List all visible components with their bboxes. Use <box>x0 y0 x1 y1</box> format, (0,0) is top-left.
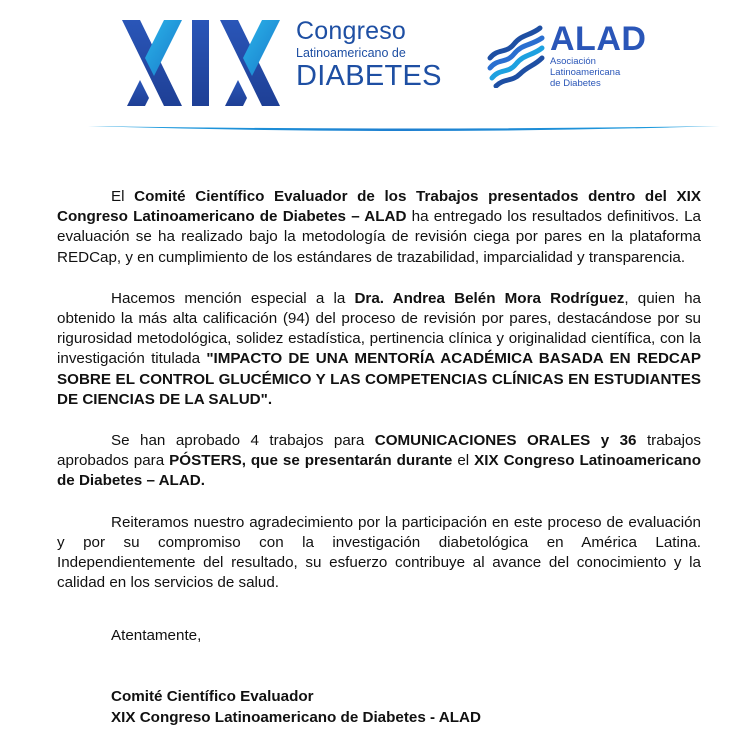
paragraph-2: Hacemos mención especial a la Dra. Andrea Belén Mora Rodríguez, quien ha obtenido la más alta calificación (94) del proceso de revisión por pares, destacándose por su rigurosidad metodológica, solidez estadística, pertinencia clínica y originalidad científica, con la investigación titulada "IMPACTO DE UNA MENTORÍA ACADÉMICA BASADA EN REDCAP SOBRE EL CONTROL GLUCÉMICO Y LAS COMPETENCIAS CLÍNICAS EN ESTUDIANTES DE CIENCIAS DE LA SALUD". <box>57 289 702 408</box>
honoree-name: Dra. Andrea Belén Mora Rodríguez <box>354 289 625 307</box>
alad-name <box>550 22 646 89</box>
header-divider <box>86 120 722 141</box>
signature-block <box>111 686 481 728</box>
alad-line2: Latinoamericana <box>550 67 621 78</box>
closing: Atentamente, <box>111 627 202 644</box>
letter-body <box>57 187 701 614</box>
letterhead <box>0 0 742 150</box>
signature-line2: XIX Congreso Latinoamericano de Diabetes - ALAD <box>111 709 481 726</box>
alad-line1: Asociación <box>550 56 596 67</box>
paragraph-3: Se han aprobado 4 trabajos para COMUNICACIONES ORALES y 36 trabajos aprobados para PÓSTERS, que se presentarán durante el XIX Congreso Latinoamericano de Diabetes – ALAD. <box>57 432 701 490</box>
xix-logo <box>120 18 292 108</box>
alad-wave-icon <box>484 24 548 93</box>
research-title: "IMPACTO DE UNA MENTORÍA ACADÉMICA BASADA EN REDCAP SOBRE EL CONTROL GLUCÉMICO Y LAS COMPETENCIAS CLÍNICAS EN ESTUDIANTES DE CIENCIAS DE LA SALUD". <box>57 350 701 408</box>
event-title-line3: DIABETES <box>296 60 442 92</box>
event-title <box>296 18 446 90</box>
event-title-line1: Congreso <box>296 17 406 45</box>
alad-line3: de Diabetes <box>550 78 601 89</box>
paragraph-1: El Comité Científico Evaluador de los Trabajos presentados dentro del XIX Congreso Latinoamericano de Diabetes – ALAD ha entregado los resultados definitivos. La evaluación se ha realizado bajo la metodología de revisión ciega por pares en la plataforma REDCap, y en cumplimiento de los estándares de trazabilidad, imparcialidad y transparencia. <box>57 188 702 266</box>
alad-abbrev: ALAD <box>550 20 647 58</box>
signature-line1: Comité Científico Evaluador <box>111 688 314 705</box>
event-title-line2: Latinoamericano de <box>296 46 406 60</box>
paragraph-4: Reiteramos nuestro agradecimiento por la participación en este proceso de evaluación y por su compromiso con la investigación diabetológica en América Latina. Independientemente del resultado, su esfuerzo contribuye al avance del conocimiento y la calidad en los servicios de salud. <box>57 513 701 592</box>
